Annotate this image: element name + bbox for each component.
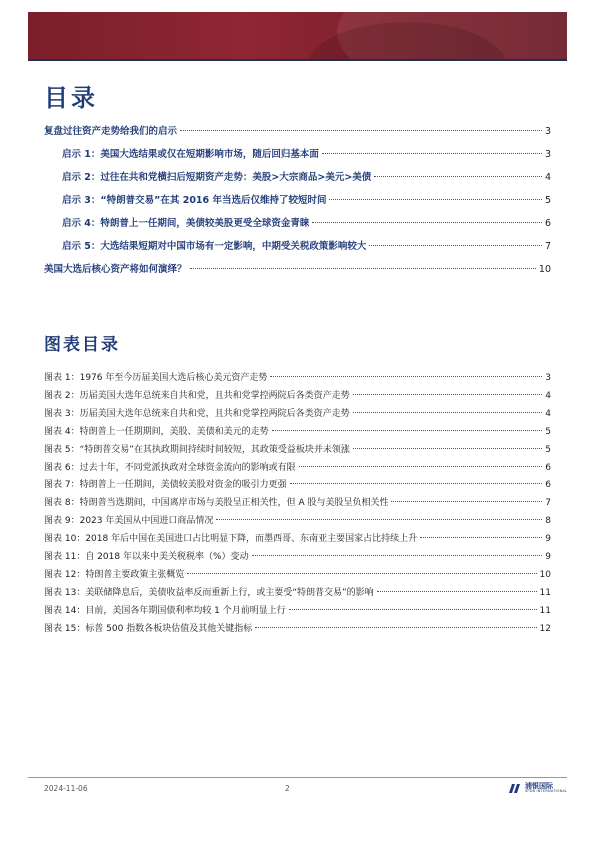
entry-page-number: 7 — [544, 241, 551, 252]
entry-title: 图表 7：特朗普上一任期间，美债较美股对资金的吸引力更强 — [44, 480, 287, 491]
entry-title: 复盘过往资产走势给我们的启示 — [44, 126, 178, 137]
entry-page-number: 9 — [545, 552, 551, 562]
figure-entry[interactable] — [44, 408, 551, 421]
entry-page-number: 5 — [545, 444, 551, 455]
entry-title: 启示 2：过往在共和党横扫后短期资产走势：美股>大宗商品>美元>美债 — [62, 172, 372, 183]
entry-title: 图表 1：1976 年至今历届美国大选后核心美元资产走势 — [44, 373, 268, 383]
entry-page-number: 6 — [545, 462, 551, 473]
dot-leader — [369, 245, 542, 246]
toc-heading: 目录 — [44, 83, 98, 112]
entry-title: 图表 14：目前，美国各年期国债利率均较 1 个月前明显上行 — [44, 605, 286, 616]
figure-entry[interactable] — [44, 551, 551, 564]
entry-page-number: 10 — [539, 569, 551, 580]
dot-leader — [216, 519, 542, 520]
entry-title: 图表 13：美联储降息后，美债收益率反而重新上行，或主要受“特朗普交易”的影响 — [44, 587, 374, 598]
entry-page-number: 11 — [539, 587, 551, 598]
entry-title: 图表 5：“特朗普交易”在其执政期间持续时间较短，其政策受益板块并未领涨 — [44, 444, 350, 455]
dot-leader — [353, 394, 543, 395]
figure-entry[interactable] — [44, 623, 551, 636]
figure-entry[interactable] — [44, 444, 551, 457]
figure-entry[interactable] — [44, 587, 551, 600]
entry-page-number: 10 — [538, 264, 551, 275]
entry-page-number: 6 — [544, 218, 551, 229]
dot-leader — [420, 537, 542, 538]
toc-entry[interactable] — [44, 263, 551, 277]
entry-title: 启示 4：特朗普上一任期间，美债较美股更受全球资金青睐 — [62, 218, 310, 229]
figure-entry[interactable] — [44, 390, 551, 403]
entry-title: 图表 11：自 2018 年以来中美关税税率（%）变动 — [44, 552, 249, 562]
entry-page-number: 4 — [545, 390, 551, 401]
dot-leader — [322, 153, 542, 154]
entry-title: 图表 12：特朗普主要政策主张概览 — [44, 569, 185, 580]
toc-entry[interactable] — [62, 240, 551, 254]
footer-rule — [28, 777, 567, 778]
dot-leader — [299, 466, 543, 467]
entry-page-number: 4 — [544, 172, 551, 183]
figure-entry[interactable] — [44, 479, 551, 492]
toc-entry[interactable] — [44, 125, 551, 139]
entry-title: 图表 15：标普 500 指数各板块估值及其他关键指标 — [44, 623, 253, 634]
toc-entry[interactable] — [62, 217, 551, 231]
dot-leader — [312, 222, 542, 223]
dot-leader — [255, 627, 536, 628]
dot-leader — [290, 483, 543, 484]
dot-leader — [329, 199, 541, 200]
dot-leader — [190, 268, 536, 269]
entry-page-number: 3 — [545, 373, 551, 383]
entry-title: 图表 9：2023 年美国从中国进口商品情况 — [44, 516, 214, 527]
entry-page-number: 3 — [544, 149, 551, 160]
figure-entry[interactable] — [44, 426, 551, 439]
entry-title: 图表 8：特朗普当选期间，中国离岸市场与美股呈正相关性，但 A 股与美股呈负相关性 — [44, 498, 389, 509]
dot-leader — [353, 412, 543, 413]
logo-mark-icon — [508, 783, 522, 794]
page-number: 2 — [285, 784, 290, 793]
dot-leader — [252, 555, 543, 556]
entry-title: 图表 3：历届美国大选年总统来自共和党，且共和党掌控两院后各类资产走势 — [44, 408, 350, 419]
entry-page-number: 7 — [545, 498, 551, 509]
figure-entry[interactable] — [44, 497, 551, 510]
entry-title: 图表 6：过去十年，不同党派执政对全球资金流向的影响或有限 — [44, 462, 296, 473]
entry-page-number: 12 — [539, 623, 551, 634]
entry-title: 美国大选后核心资产将如何演绎？ — [44, 264, 187, 275]
figure-entry[interactable] — [44, 605, 551, 618]
logo-name-cn: 浦银国际 — [525, 782, 553, 791]
entry-page-number: 8 — [545, 516, 551, 527]
figure-entry[interactable] — [44, 462, 551, 475]
toc-entry[interactable] — [62, 171, 551, 185]
entry-page-number: 4 — [545, 408, 551, 419]
dot-leader — [180, 130, 542, 131]
dot-leader — [272, 430, 543, 431]
company-logo — [508, 783, 567, 794]
dot-leader — [289, 609, 537, 610]
entry-page-number: 5 — [544, 195, 551, 206]
logo-name-en: SPDB INTERNATIONAL — [525, 789, 568, 794]
entry-title: 图表 10：2018 年后中国在美国进口占比明显下降，而墨西哥、东南亚主要国家占比持续上升 — [44, 534, 418, 545]
dot-leader — [187, 573, 536, 574]
entry-title: 启示 5：大选结果短期对中国市场有一定影响，中期受关税政策影响较大 — [62, 241, 367, 252]
toc-entry[interactable] — [62, 194, 551, 208]
entry-page-number: 9 — [545, 534, 551, 545]
entry-title: 图表 4：特朗普上一任期期间，美股、美债和美元的走势 — [44, 426, 269, 437]
entry-title: 启示 1：美国大选结果或仅在短期影响市场，随后回归基本面 — [62, 149, 319, 160]
dot-leader — [377, 591, 537, 592]
entry-page-number: 6 — [545, 480, 551, 491]
dot-leader — [374, 176, 542, 177]
entry-page-number: 5 — [545, 426, 551, 437]
toc-entry[interactable] — [62, 148, 551, 162]
footer-date: 2024-11-06 — [44, 784, 88, 793]
header-banner — [28, 12, 567, 59]
figure-entry[interactable] — [44, 533, 551, 546]
entry-title: 启示 3：“特朗普交易”在其 2016 年当选后仅维持了较短时间 — [62, 195, 327, 206]
header-rule — [28, 59, 567, 61]
figure-entry[interactable] — [44, 569, 551, 582]
dot-leader — [391, 501, 542, 502]
figure-list-heading: 图表目录 — [44, 335, 120, 355]
entry-page-number: 11 — [539, 605, 551, 616]
figure-entry[interactable] — [44, 515, 551, 528]
dot-leader — [270, 376, 542, 377]
dot-leader — [353, 448, 542, 449]
entry-page-number: 3 — [544, 126, 551, 137]
figure-entry[interactable] — [44, 372, 551, 385]
entry-title: 图表 2：历届美国大选年总统来自共和党，且共和党掌控两院后各类资产走势 — [44, 390, 350, 401]
